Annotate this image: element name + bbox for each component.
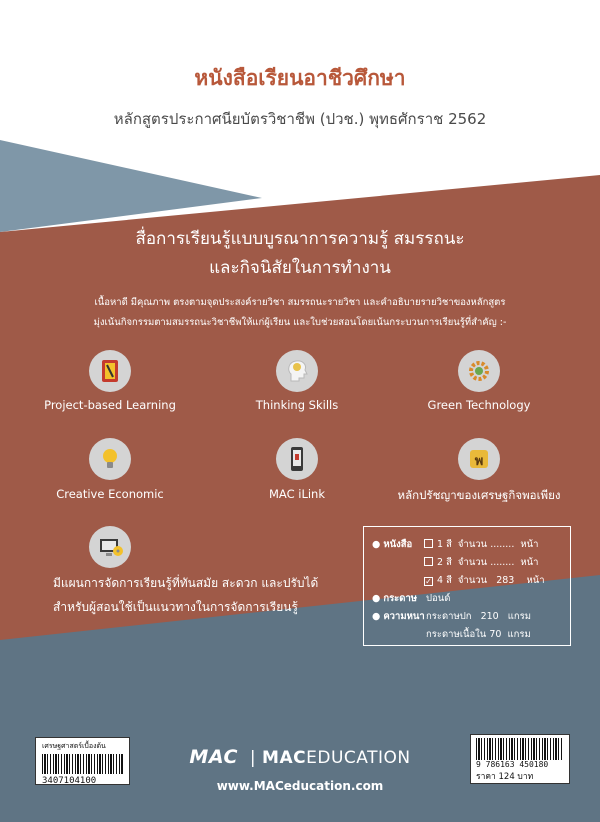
mobile-phone-icon	[276, 438, 318, 480]
cover-title: หนังสือเรียนอาชีวศึกษา	[194, 66, 406, 90]
intro-text	[60, 293, 540, 333]
svg-text:พ: พ	[474, 454, 484, 469]
headline-line-1: สื่อการเรียนรู้แบบบูรณาการความรู้ สมรรถนะ	[135, 229, 465, 249]
plan-line-2: สำหรับผู้สอนใช้เป็นแนวทางในการจัดการเรียนรู้	[53, 600, 298, 614]
checkbox-1-color	[424, 539, 433, 548]
color-option-2: 2 สี จำนวน ........ หน้า	[424, 555, 539, 570]
isbn-barcode	[476, 738, 564, 760]
thickness-row: ● ความหนา	[372, 611, 425, 622]
royal-emblem-icon	[458, 438, 500, 480]
inner-paper-row: กระดาษเนื้อใน 70 แกรม	[426, 629, 531, 640]
computer-cd-icon	[89, 526, 131, 568]
project-book-icon	[89, 350, 131, 392]
isbn-number: 9 786163 450180	[476, 760, 549, 769]
feature-thinking-skills: Thinking Skills	[255, 398, 339, 412]
price-label: ราคา 124 บาท	[476, 772, 534, 782]
publisher-url[interactable]: www.MACeducation.com	[216, 779, 384, 793]
feature-green-technology: Green Technology	[427, 398, 531, 412]
cover-subtitle: หลักสูตรประกาศนียบัตรวิชาชีพ (ปวช.) พุทธศักราช 2562	[113, 110, 487, 128]
feature-mac-ilink: MAC iLink	[268, 487, 326, 501]
feature-creative-economic: Creative Economic	[56, 487, 164, 501]
brain-head-icon	[276, 350, 318, 392]
mac-logo: MAC	[189, 746, 238, 768]
book-label: ● หนังสือ	[372, 539, 413, 550]
checkbox-2-color	[424, 557, 433, 566]
paper-row: ● กระดาษ	[372, 593, 418, 604]
color-option-4: ✓ 4 สี จำนวน 283 หน้า	[425, 575, 545, 586]
feature-project-based-learning: Project-based Learning	[44, 398, 176, 412]
isbn-barcode-label	[470, 734, 570, 784]
feature-sufficiency-economy: หลักปรัชญาของเศรษฐกิจพอเพียง	[397, 488, 561, 502]
intro-line-1: เนื้อหาดี มีคุณภาพ ตรงตามจุดประสงค์รายวิชา สมรรถนะรายวิชา และคำอธิบายรายวิชาของหลักสูตร	[94, 297, 506, 308]
publisher-brand: MAC | MACEDUCATION	[189, 746, 411, 768]
brand-name-rest: EDUCATION	[306, 748, 411, 768]
checkbox-4-color-checked: ✓	[425, 577, 432, 586]
plan-line-1: มีแผนการจัดการเรียนรู้ที่ทันสมัย สะดวก และปรับได้	[53, 576, 319, 590]
lesson-plan-text	[53, 571, 318, 619]
lightbulb-icon	[89, 438, 131, 480]
book-specs-box	[363, 526, 571, 646]
paper-value: ปอนด์	[426, 593, 451, 604]
barcode-caption: เศรษฐศาสตร์เบื้องต้น	[42, 742, 106, 750]
brand-name-bold: MAC	[262, 748, 307, 768]
headline-line-2: และกิจนิสัยในการทำงาน	[209, 258, 391, 278]
green-gear-icon	[458, 350, 500, 392]
intro-line-2: มุ่งเน้นกิจกรรมตามสมรรถนะวิชาชีพให้แก่ผู้เรียน และใบช่วยสอนโดยเน้นกระบวนการเรียนรู้ที่สำคัญ :-	[93, 317, 507, 328]
left-barcode-number: 3407104100	[42, 776, 97, 786]
cover-paper-row: กระดาษปก 210 แกรม	[426, 611, 532, 622]
color-option-1: 1 สี จำนวน ........ หน้า	[424, 537, 539, 552]
